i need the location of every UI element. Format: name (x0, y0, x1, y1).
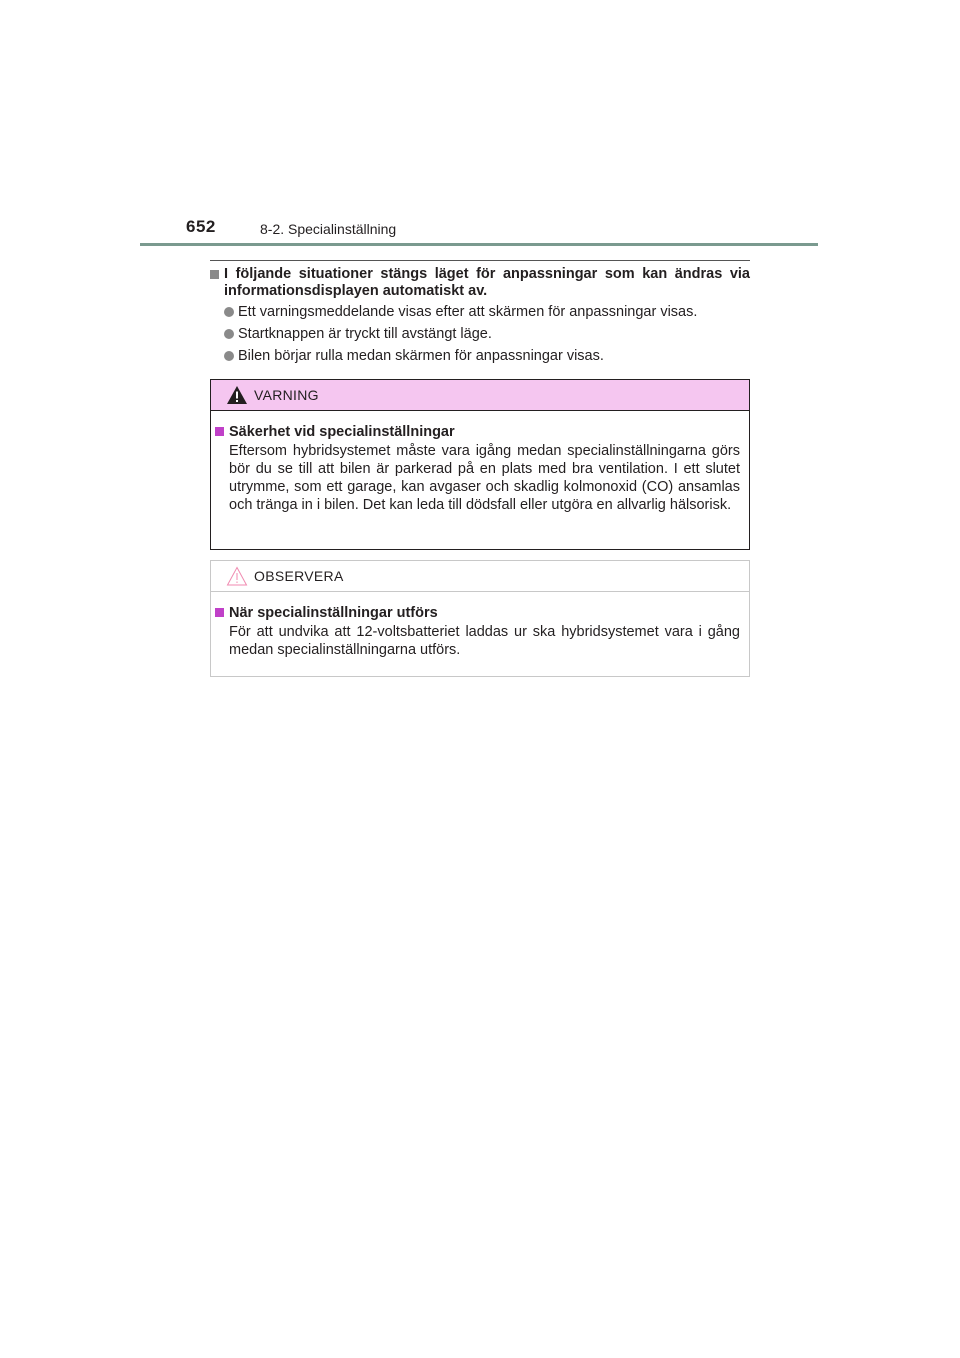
bullet-dot (224, 351, 234, 361)
list-item (224, 304, 750, 321)
caution-body (211, 592, 749, 659)
caution-heading: När specialinställningar utförs (229, 605, 438, 621)
warning-heading-row (215, 423, 740, 441)
bullet-text: Startknappen är tryckt till avstängt läge. (238, 326, 492, 342)
bullet-dot (224, 307, 234, 317)
bullet-list (224, 304, 750, 365)
warning-heading: Säkerhet vid specialinställningar (229, 424, 455, 440)
caution-header (211, 561, 749, 592)
list-item (224, 326, 750, 343)
bullet-dot (224, 329, 234, 339)
warning-square-marker (215, 427, 224, 436)
section-heading: I följande situationer stängs läget för anpassningar som kan ändras via informationsdisplayen automatiskt av. (224, 266, 750, 299)
caution-square-marker (215, 608, 224, 617)
warning-triangle-icon (226, 385, 248, 405)
warning-header (211, 380, 749, 411)
list-item (224, 348, 750, 365)
warning-text: Eftersom hybridsystemet måste vara igång medan specialinställningarna görs bör du se till att bilen är parkerad på en plats med bra ventilation. I ett slutet utrymme, som ett garage, kan avgaser och skadlig kolmonoxid (CO) ansamlas och tränga in i bilen. Det kan leda till dödsfall eller utgöra en allvarlig hälsorisk. (229, 443, 740, 513)
caution-triangle-icon (226, 566, 248, 586)
caution-text: För att undvika att 12-voltsbatteriet laddas ur ska hybridsystemet vara i gång medan specialinställningarna utförs. (229, 624, 740, 658)
warning-box (210, 379, 750, 550)
caution-heading-row (215, 604, 740, 622)
bullet-text: Bilen börjar rulla medan skärmen för anpassningar visas. (238, 348, 604, 364)
section-heading-row (210, 266, 750, 300)
bullet-text: Ett varningsmeddelande visas efter att skärmen för anpassningar visas. (238, 304, 698, 320)
warning-label: VARNING (254, 387, 319, 403)
header-rule (140, 243, 818, 246)
page-number: 652 (186, 217, 216, 236)
section-content (210, 266, 750, 370)
section-rule (210, 260, 750, 261)
caution-box (210, 560, 750, 677)
warning-body (211, 411, 749, 514)
heading-square-marker (210, 270, 219, 279)
chapter-title: 8-2. Specialinställning (260, 221, 397, 237)
caution-label: OBSERVERA (254, 568, 344, 584)
